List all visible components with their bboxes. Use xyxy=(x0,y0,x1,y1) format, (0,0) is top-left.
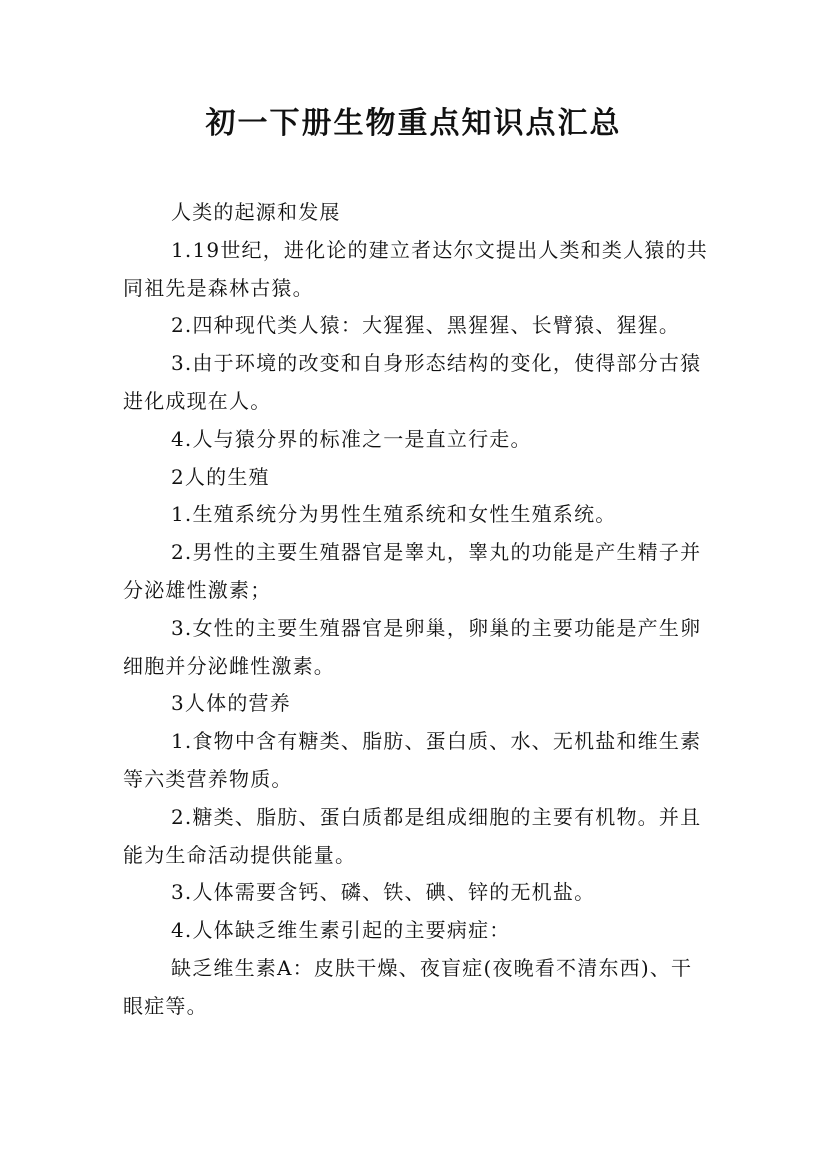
paragraph: 3.人体需要含钙、磷、铁、碘、锌的无机盐。 xyxy=(171,880,596,905)
paragraph: 3.由于环境的改变和自身形态结构的变化，使得部分古猿进化成现在人。 xyxy=(123,351,702,413)
paragraph: 2.糖类、脂肪、蛋白质都是组成细胞的主要有机物。并且能为生命活动提供能量。 xyxy=(123,804,702,867)
paragraph: 缺乏维生素A：皮肤干燥、夜盲症(夜晚看不清东西)、干眼症等。 xyxy=(123,955,693,1018)
paragraph: 1.食物中含有糖类、脂肪、蛋白质、水、无机盐和维生素等六类营养物质。 xyxy=(123,729,702,791)
paragraph: 4.人与猿分界的标准之一是直立行走。 xyxy=(171,426,532,451)
section-heading-nutrition: 3人体的营养 xyxy=(171,691,291,716)
paragraph: 4.人体缺乏维生素引起的主要病症： xyxy=(171,918,511,943)
paragraph: 1.生殖系统分为男性生殖系统和女性生殖系统。 xyxy=(171,502,617,527)
paragraph: 2.男性的主要生殖器官是睾丸，睾丸的功能是产生精子并分泌雄性激素； xyxy=(123,540,702,602)
document-title: 初一下册生物重点知识点汇总 xyxy=(205,106,622,141)
paragraph: 3.女性的主要生殖器官是卵巢，卵巢的主要功能是产生卵细胞并分泌雌性激素。 xyxy=(123,615,702,678)
section-heading-human-origin: 人类的起源和发展 xyxy=(171,200,341,224)
document-body xyxy=(123,194,709,1026)
paragraph: 1.19世纪，进化论的建立者达尔文提出人类和类人猿的共同祖先是森林古猿。 xyxy=(123,237,708,300)
paragraph: 2.四种现代类人猿：大猩猩、黑猩猩、长臂猿、猩猩。 xyxy=(171,313,681,338)
section-heading-reproduction: 2人的生殖 xyxy=(171,464,270,489)
